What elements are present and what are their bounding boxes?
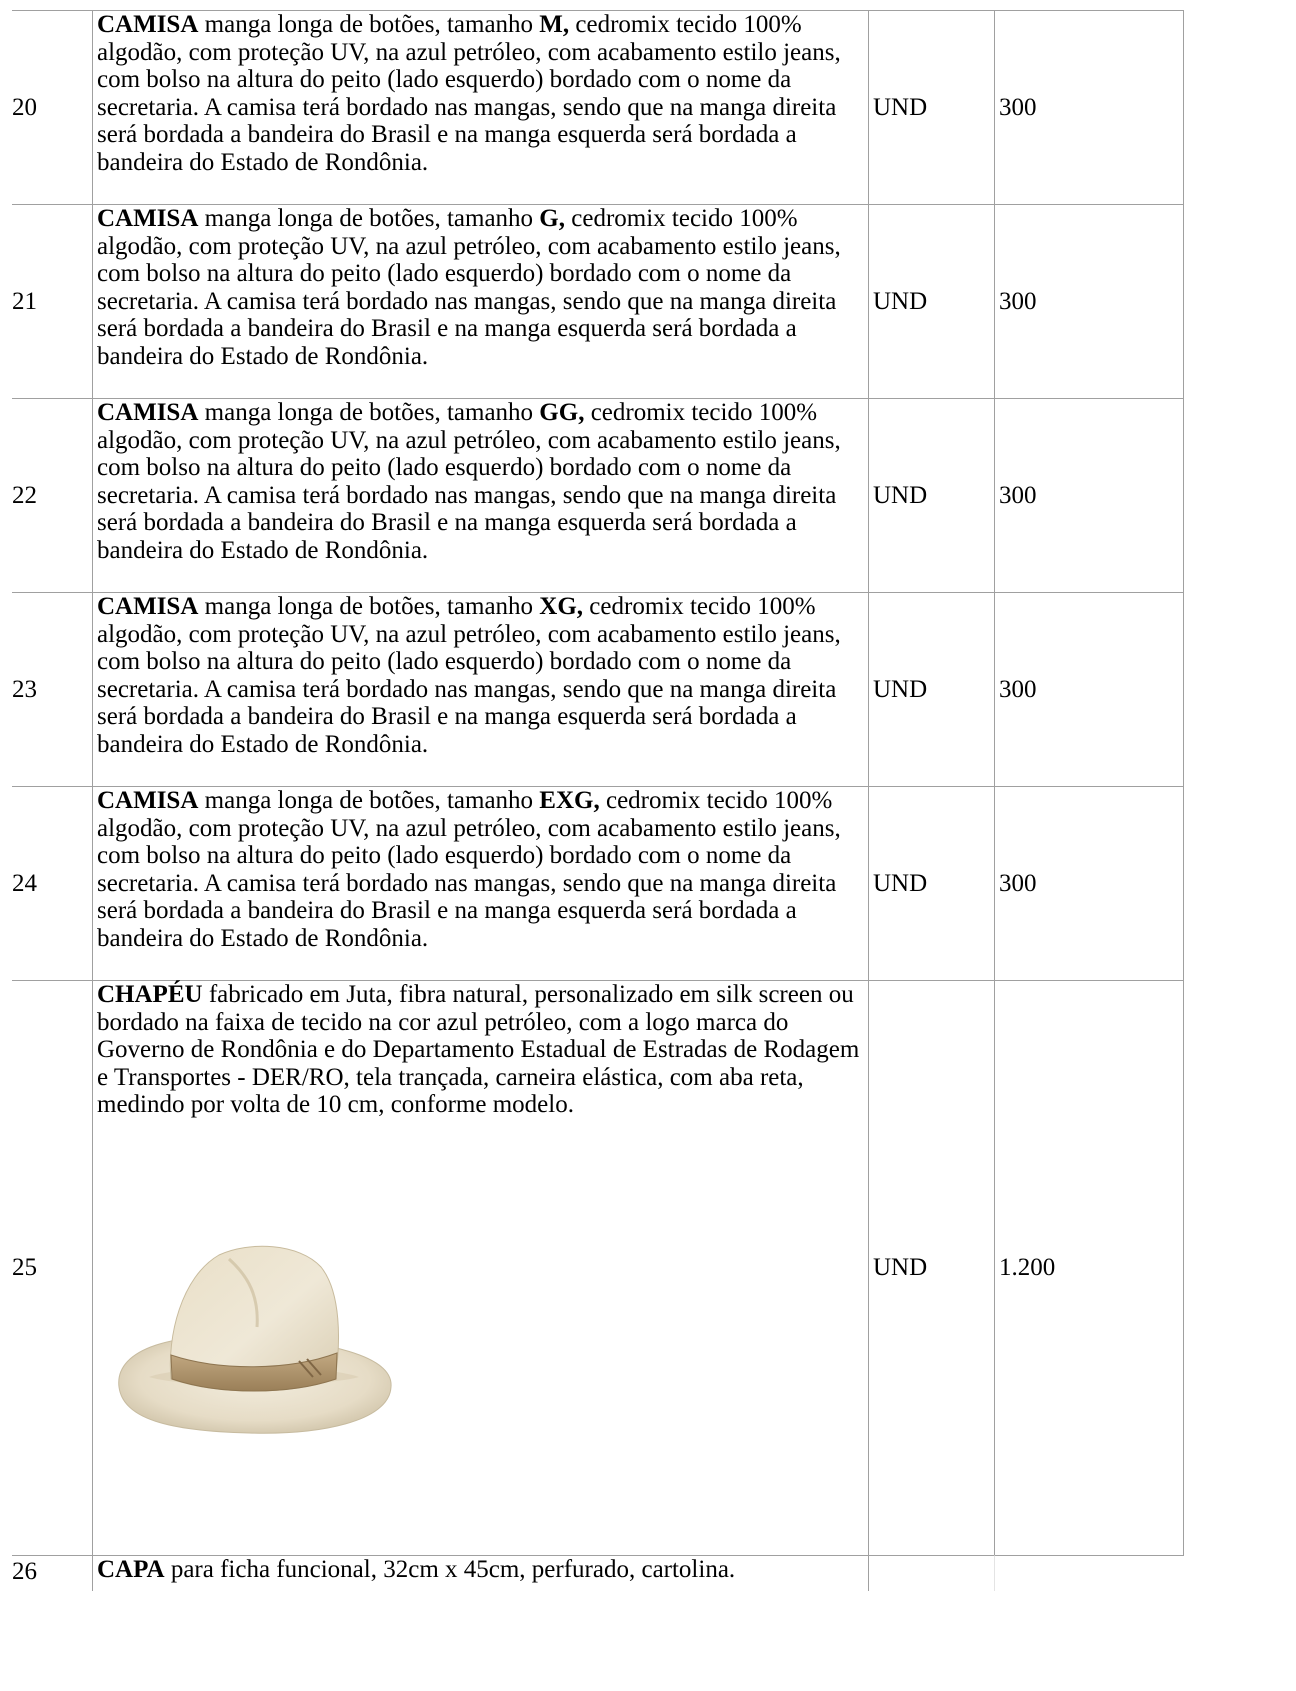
table-row [12,980,1184,1555]
table-row [12,786,1184,980]
item-size: EXG, [539,787,600,814]
description-text: fabricado em Juta, fibra natural, personalizado em silk screen ou bordado na faixa de tecido na cor azul petróleo, com a logo marca do Governo de Rondônia e do Departamento Estadual de Estradas de Rodagem e Transportes - DER/RO, tela trançada, carneira elástica, com aba reta, medindo por volta de 10 cm, conforme modelo. [97,981,860,1118]
items-table [12,10,1184,1591]
item-number: 24 [12,786,92,980]
item-quantity: 300 [994,786,1184,980]
item-unit [868,1555,994,1591]
description-text: manga longa de botões, tamanho [198,787,540,814]
item-title: CAPA [97,1556,165,1583]
item-description [92,1555,868,1591]
table-row [12,204,1184,398]
description-text: manga longa de botões, tamanho [198,205,540,232]
item-size: XG, [539,593,584,620]
item-size: G, [539,205,565,232]
item-quantity: 300 [994,204,1184,398]
item-title: CAMISA [97,787,199,814]
item-unit: UND [868,786,994,980]
table-row [12,10,1184,204]
item-number: 25 [12,980,92,1555]
description-text: manga longa de botões, tamanho [198,399,540,426]
item-quantity: 300 [994,398,1184,592]
description-text: manga longa de botões, tamanho [198,11,540,38]
item-number: 21 [12,204,92,398]
item-description [92,204,868,398]
hat-illustration [109,1237,399,1437]
table-row [12,592,1184,786]
item-unit: UND [868,10,994,204]
straw-hat-image [109,1237,399,1437]
item-description [92,980,868,1555]
description-text: cedromix tecido 100% algodão, com proteção UV, na azul petróleo, com acabamento estilo jeans, com bolso na altura do peito (lado esquerdo) bordado com o nome da secretaria. A camisa terá bordado nas mangas, sendo que na manga direita será bordada a bandeira do Brasil e na manga esquerda será bordada a bandeira do Estado de Rondônia. [97,399,841,564]
item-description [92,786,868,980]
item-title: CAMISA [97,205,199,232]
description-text: cedromix tecido 100% algodão, com proteção UV, na azul petróleo, com acabamento estilo jeans, com bolso na altura do peito (lado esquerdo) bordado com o nome da secretaria. A camisa terá bordado nas mangas, sendo que na manga direita será bordada a bandeira do Brasil e na manga esquerda será bordada a bandeira do Estado de Rondônia. [97,787,841,952]
description-text: cedromix tecido 100% algodão, com proteção UV, na azul petróleo, com acabamento estilo jeans, com bolso na altura do peito (lado esquerdo) bordado com o nome da secretaria. A camisa terá bordado nas mangas, sendo que na manga direita será bordada a bandeira do Brasil e na manga esquerda será bordada a bandeira do Estado de Rondônia. [97,205,841,370]
description-text: para ficha funcional, 32cm x 45cm, perfurado, cartolina. [164,1556,736,1583]
item-description [92,592,868,786]
item-quantity: 300 [994,10,1184,204]
item-number: 26 [12,1555,92,1591]
description-text: cedromix tecido 100% algodão, com proteção UV, na azul petróleo, com acabamento estilo jeans, com bolso na altura do peito (lado esquerdo) bordado com o nome da secretaria. A camisa terá bordado nas mangas, sendo que na manga direita será bordada a bandeira do Brasil e na manga esquerda será bordada a bandeira do Estado de Rondônia. [97,593,841,758]
item-title: CAMISA [97,11,199,38]
item-title: CHAPÉU [97,981,203,1008]
item-size: M, [539,11,570,38]
item-unit: UND [868,204,994,398]
description-text: manga longa de botões, tamanho [198,593,540,620]
item-quantity [994,1555,1184,1591]
item-size: GG, [539,399,585,426]
table-row [12,1555,1184,1591]
item-unit: UND [868,398,994,592]
description-text: cedromix tecido 100% algodão, com proteção UV, na azul petróleo, com acabamento estilo jeans, com bolso na altura do peito (lado esquerdo) bordado com o nome da secretaria. A camisa terá bordado nas mangas, sendo que na manga direita será bordada a bandeira do Brasil e na manga esquerda será bordada a bandeira do Estado de Rondônia. [97,11,841,176]
item-quantity: 1.200 [994,980,1184,1555]
item-title: CAMISA [97,593,199,620]
table-row [12,398,1184,592]
item-number: 20 [12,10,92,204]
item-unit: UND [868,980,994,1555]
item-description [92,10,868,204]
item-number: 22 [12,398,92,592]
item-number: 23 [12,592,92,786]
item-description [92,398,868,592]
item-title: CAMISA [97,399,199,426]
item-unit: UND [868,592,994,786]
item-quantity: 300 [994,592,1184,786]
